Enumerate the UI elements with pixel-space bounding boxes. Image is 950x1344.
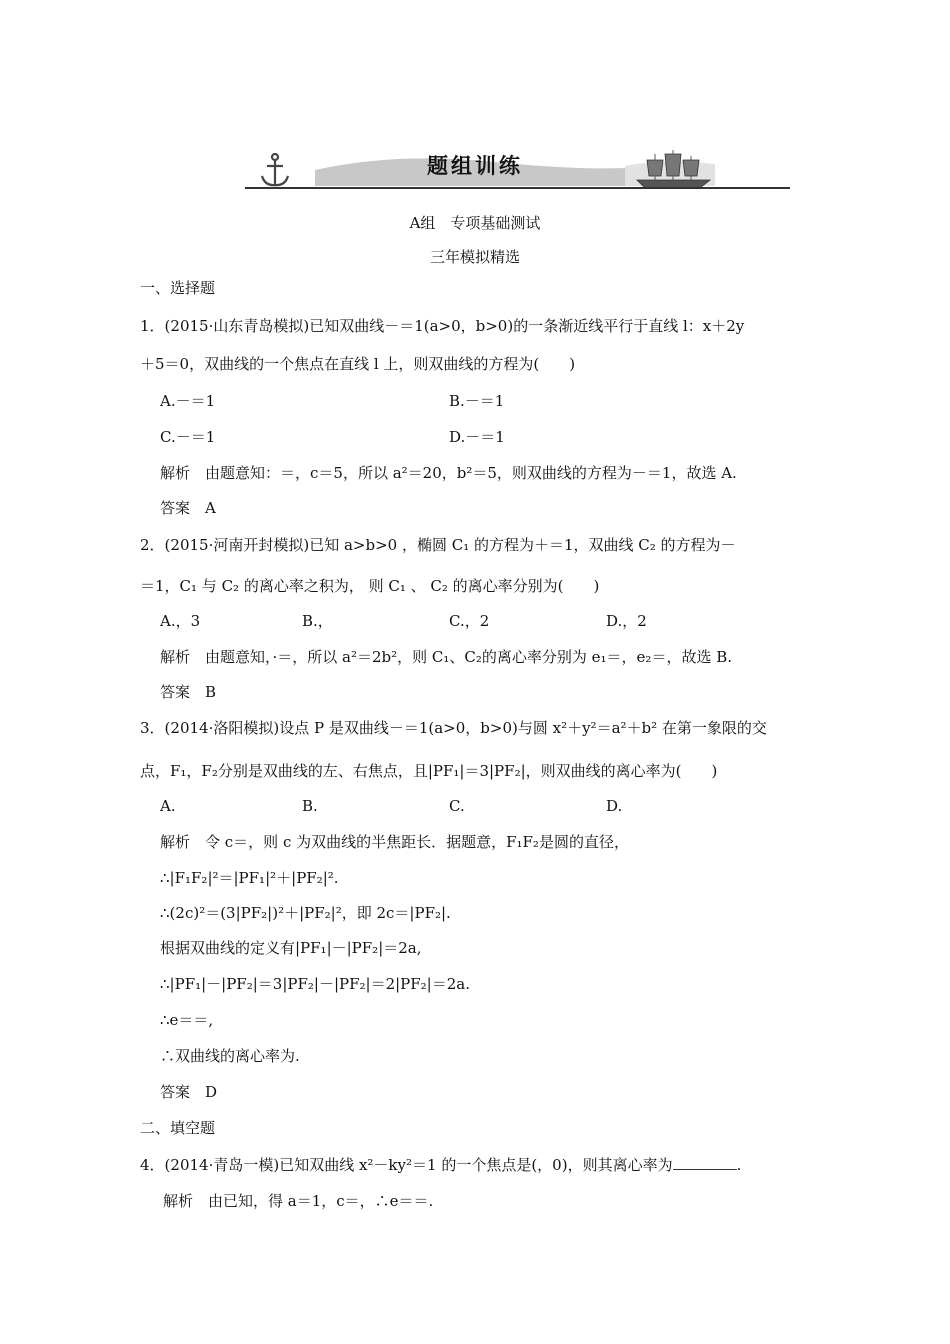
q1-stem-line2: ＋5＝0，双曲线的一个焦点在直线 l 上，则双曲线的方程为( ) — [140, 355, 576, 373]
q1-analysis: 解析 由题意知：＝，c＝5，所以 a²＝20，b²＝5，则双曲线的方程为－＝1，故选 A. — [160, 464, 737, 482]
q4-stem-end: . — [736, 1156, 742, 1174]
q4-stem-text: 4．(2014·青岛一模)已知双曲线 x²－ky²＝1 的一个焦点是(，0)，则其离心率为 — [140, 1156, 673, 1174]
q2-option-c: C.，2 — [449, 612, 490, 630]
answer-blank — [673, 1155, 737, 1170]
q1-option-a: A.－＝1 — [160, 392, 216, 410]
q3-answer: 答案 D — [160, 1083, 218, 1101]
q3-step-2: ∴(2c)²＝(3|PF₂|)²＋|PF₂|²，即 2c＝|PF₂|. — [160, 904, 451, 922]
q1-option-c: C.－＝1 — [160, 428, 216, 446]
q3-analysis: 解析 令 c＝，则 c 为双曲线的半焦距长．据题意，F₁F₂是圆的直径， — [160, 833, 629, 851]
q3-option-c: C. — [449, 797, 465, 815]
q2-option-a: A.，3 — [160, 612, 201, 630]
q3-step-6: ∴双曲线的离心率为. — [160, 1047, 300, 1065]
anchor-icon — [262, 154, 288, 185]
q3-step-4: ∴|PF₁|－|PF₂|＝3|PF₂|－|PF₂|＝2|PF₂|＝2a. — [160, 975, 470, 993]
q3-stem-line2: 点，F₁，F₂分别是双曲线的左、右焦点，且|PF₁|＝3|PF₂|，则双曲线的离心率为( ) — [140, 762, 718, 780]
q3-stem-line1: 3．(2014·洛阳模拟)设点 P 是双曲线－＝1(a>0，b>0)与圆 x²＋y²＝a²＋b² 在第一象限的交 — [140, 719, 767, 737]
q2-option-d: D.，2 — [606, 612, 647, 630]
q3-option-d: D. — [606, 797, 623, 815]
q1-answer: 答案 A — [160, 499, 216, 517]
q4-stem-line1 — [140, 1155, 741, 1175]
q3-option-a: A. — [160, 797, 176, 815]
q1-option-d: D.－＝1 — [449, 428, 505, 446]
group-heading: A组 专项基础测试 — [409, 214, 541, 232]
q2-stem-line1: 2．(2015·河南开封模拟)已知 a>b>0 ，椭圆 C₁ 的方程为＋＝1，双曲线 C₂ 的方程为－ — [140, 536, 736, 554]
q2-stem-line2: ＝1，C₁ 与 C₂ 的离心率之积为， 则 C₁ 、 C₂ 的离心率分别为( ) — [140, 577, 600, 595]
q3-step-1: ∴|F₁F₂|²＝|PF₁|²＋|PF₂|². — [160, 869, 339, 887]
q1-stem-line1: 1．(2015·山东青岛模拟)已知双曲线－＝1(a>0，b>0)的一条渐近线平行于直线 l：x＋2y — [140, 317, 745, 335]
q2-option-b: B.， — [302, 612, 333, 630]
banner-title: 题组训练 — [427, 154, 523, 178]
q3-step-3: 根据双曲线的定义有|PF₁|－|PF₂|＝2a, — [160, 939, 422, 957]
q3-option-b: B. — [302, 797, 318, 815]
section-fill-heading: 二、填空题 — [140, 1119, 216, 1137]
q3-step-5: ∴e＝＝, — [160, 1011, 214, 1029]
section-choice-heading: 一、选择题 — [140, 279, 216, 297]
q4-analysis: 解析 由已知，得 a＝1，c＝，∴e＝＝. — [163, 1192, 434, 1210]
q2-analysis: 解析 由题意知，·＝，所以 a²＝2b²，则 C₁、C₂的离心率分别为 e₁＝，e₂＝，故选 B. — [160, 648, 733, 666]
q2-answer: 答案 B — [160, 683, 217, 701]
q1-option-b: B.－＝1 — [449, 392, 505, 410]
subtitle: 三年模拟精选 — [429, 248, 520, 266]
